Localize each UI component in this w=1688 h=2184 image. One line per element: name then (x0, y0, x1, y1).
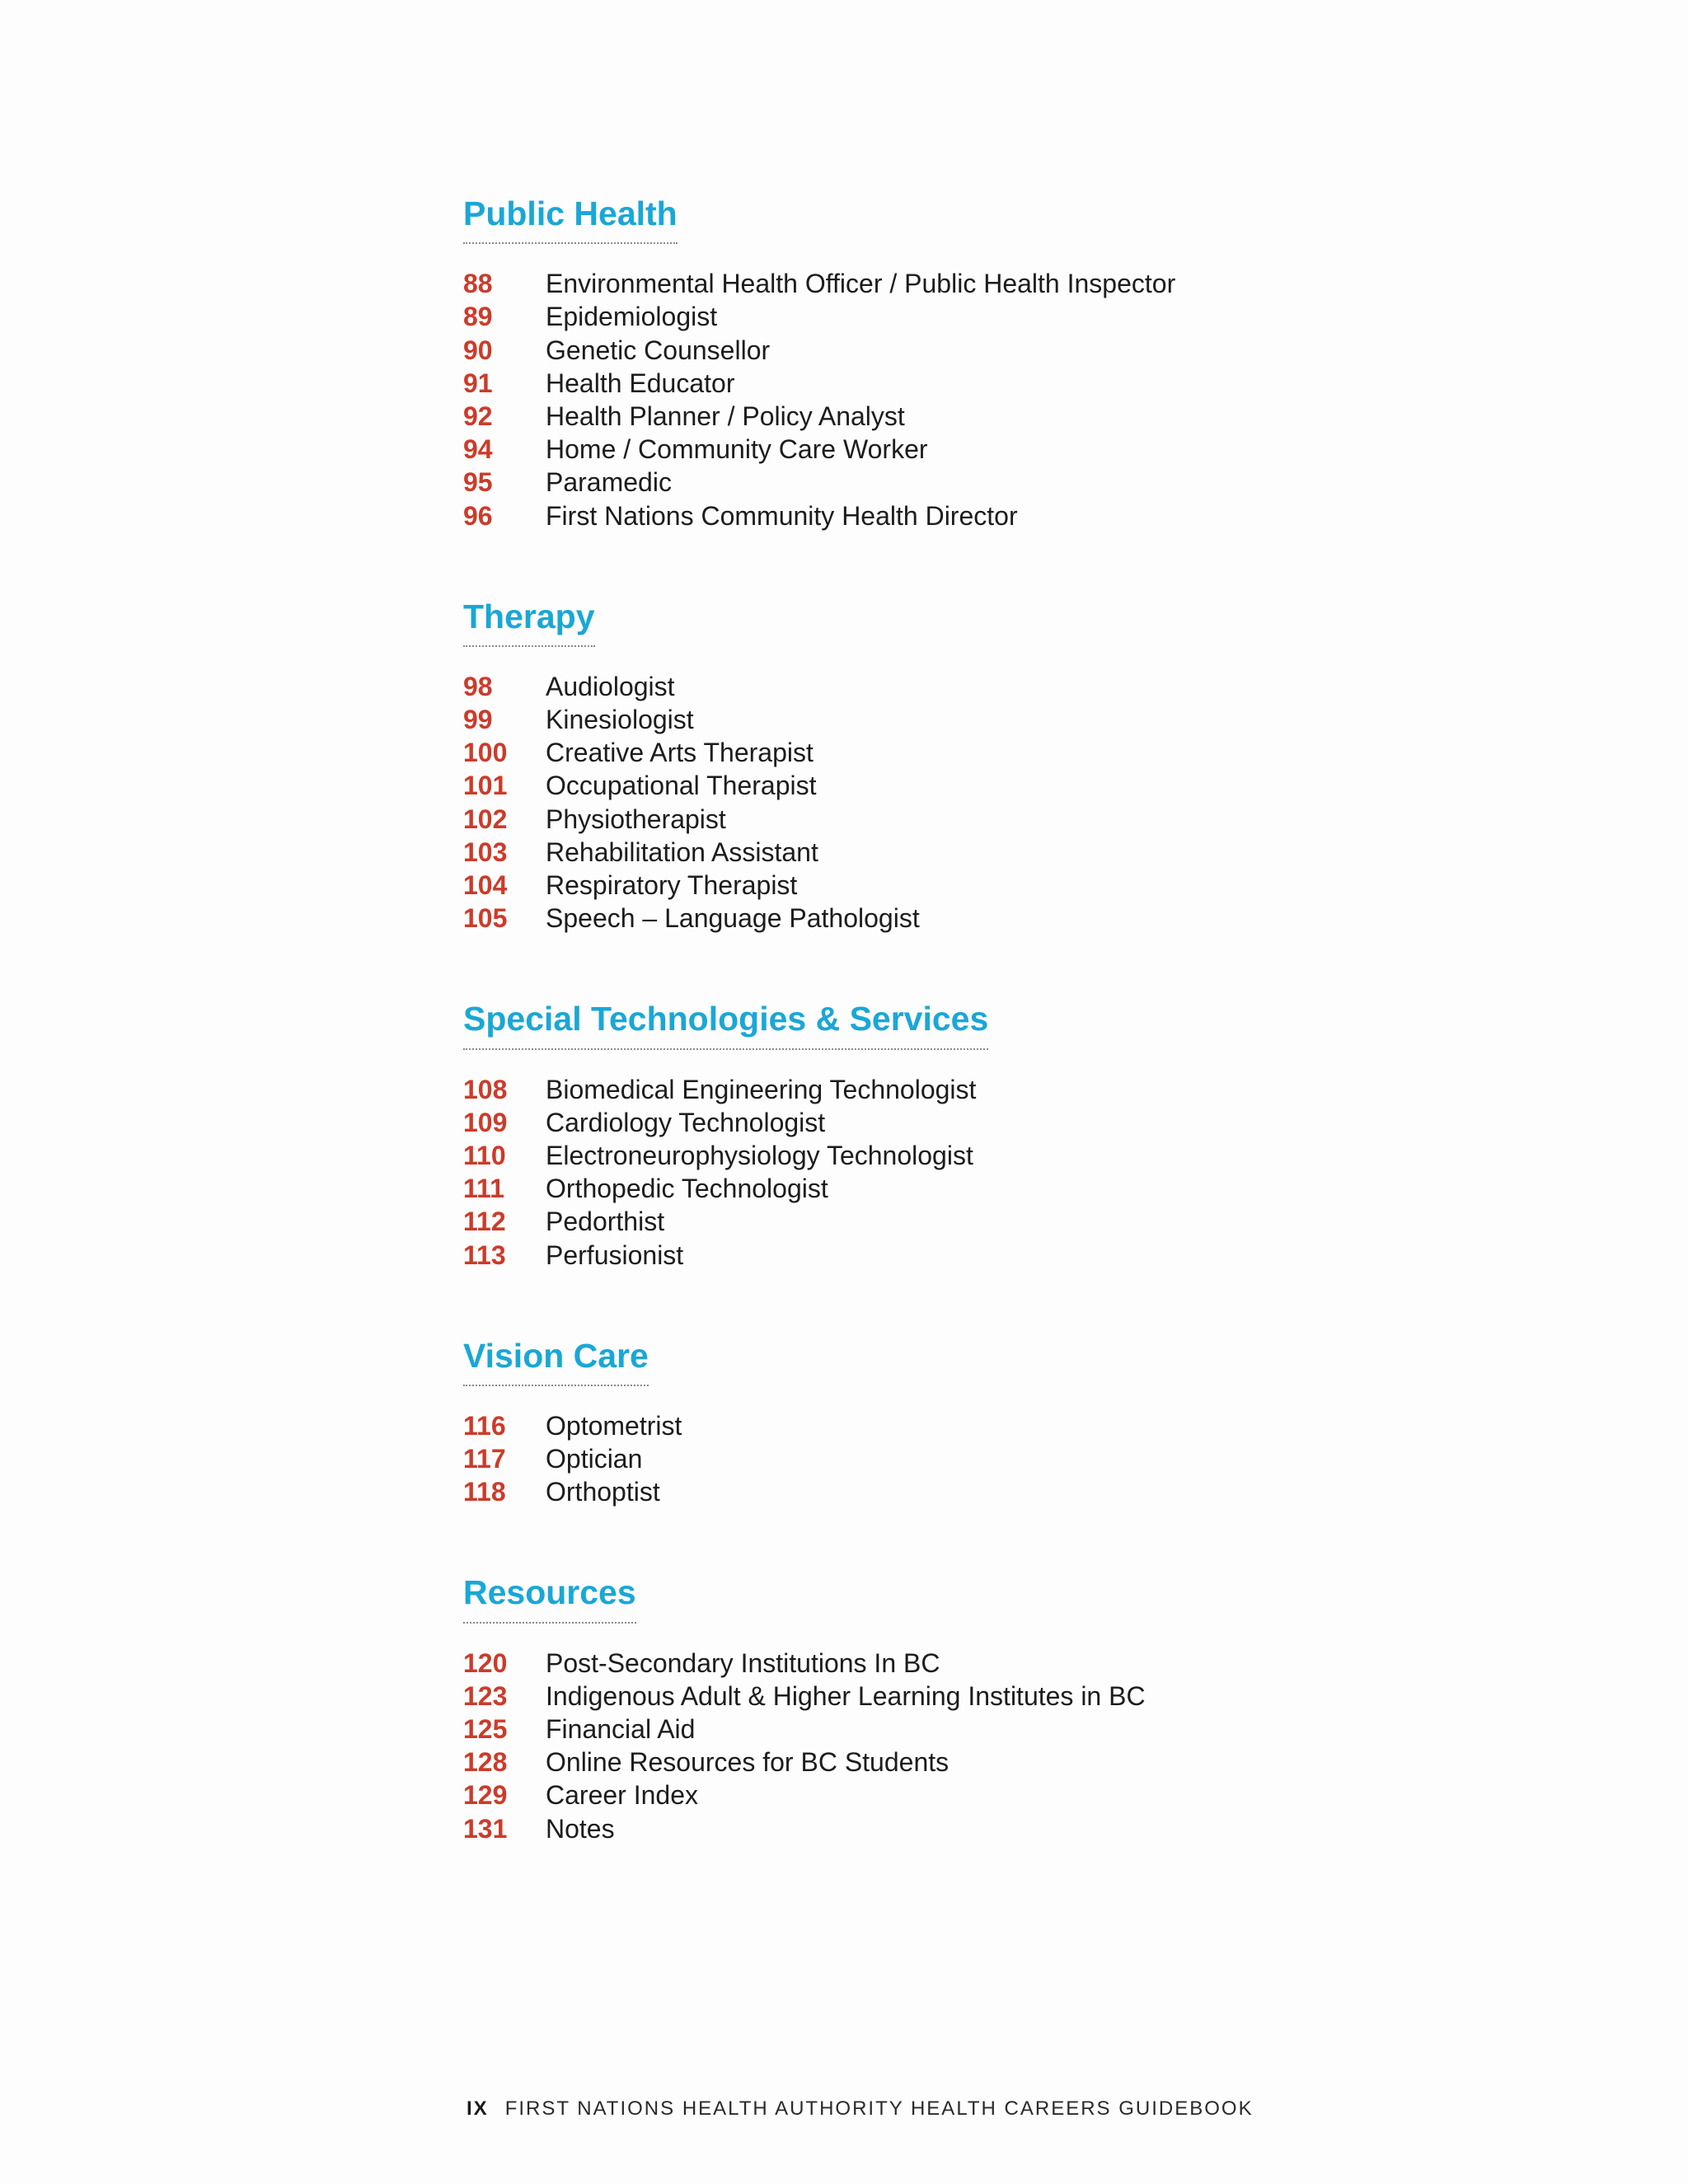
toc-entry[interactable] (463, 334, 1287, 367)
toc-entry-title: Electroneurophysiology Technologist (546, 1140, 973, 1170)
toc-entry-page-number: 98 (463, 671, 493, 701)
table-of-contents (463, 194, 1287, 1910)
toc-entry-title: Speech – Language Pathologist (546, 903, 920, 934)
toc-entry-list (463, 1073, 1287, 1272)
toc-section (463, 1572, 1287, 1844)
toc-entry-page-number: 120 (463, 1647, 508, 1678)
toc-entry[interactable] (463, 1475, 1287, 1508)
toc-section (463, 999, 1287, 1271)
toc-entry-page-number: 117 (463, 1444, 506, 1474)
toc-entry[interactable] (463, 869, 1287, 902)
toc-entry-list (463, 267, 1287, 532)
toc-entry-title: Notes (546, 1813, 615, 1844)
toc-entry-title: Optometrist (546, 1410, 682, 1441)
toc-entry-page-number: 103 (463, 837, 508, 867)
toc-entry-page-number: 113 (463, 1240, 506, 1270)
toc-section (463, 194, 1287, 532)
toc-entry-page-number: 88 (463, 269, 493, 299)
toc-entry-page-number: 89 (463, 302, 493, 332)
toc-entry-list (463, 1647, 1287, 1845)
toc-entry-page-number: 108 (463, 1074, 508, 1104)
toc-entry-title: Rehabilitation Assistant (546, 837, 818, 867)
toc-entry[interactable] (463, 1713, 1287, 1746)
footer-document-title: FIRST NATIONS HEALTH AUTHORITY HEALTH CAREERS GUIDEBOOK (504, 2097, 1254, 2120)
toc-entry[interactable] (463, 1239, 1287, 1272)
toc-entry-page-number: 128 (463, 1747, 508, 1778)
toc-entry-page-number: 101 (463, 771, 508, 801)
footer-page-number: IX (467, 2097, 489, 2120)
section-heading: Vision Care (463, 1336, 649, 1386)
toc-entry-title: Orthopedic Technologist (546, 1174, 828, 1204)
section-heading: Therapy (463, 597, 595, 647)
toc-entry-page-number: 112 (463, 1207, 506, 1237)
toc-entry-page-number: 131 (463, 1813, 508, 1844)
toc-entry[interactable] (463, 1409, 1287, 1442)
toc-entry[interactable] (463, 902, 1287, 935)
toc-entry-page-number: 100 (463, 738, 508, 768)
toc-entry-title: Occupational Therapist (546, 771, 817, 801)
toc-entry[interactable] (463, 836, 1287, 869)
toc-entry[interactable] (463, 1779, 1287, 1811)
toc-entry-page-number: 129 (463, 1780, 508, 1811)
toc-entry[interactable] (463, 1812, 1287, 1845)
toc-entry[interactable] (463, 1073, 1287, 1106)
page-footer (467, 2097, 1254, 2121)
toc-entry-page-number: 95 (463, 467, 493, 498)
toc-entry-title: Online Resources for BC Students (546, 1747, 950, 1778)
toc-entry-title: Health Educator (546, 368, 735, 398)
toc-entry[interactable] (463, 1442, 1287, 1475)
toc-entry-title: First Nations Community Health Director (546, 500, 1018, 531)
toc-entry-title: Career Index (546, 1780, 698, 1811)
toc-entry[interactable] (463, 300, 1287, 333)
toc-entry[interactable] (463, 769, 1287, 802)
toc-entry-page-number: 110 (463, 1140, 506, 1170)
toc-entry-page-number: 109 (463, 1107, 508, 1137)
section-heading: Public Health (463, 194, 678, 244)
toc-entry-page-number: 90 (463, 335, 493, 365)
toc-entry[interactable] (463, 367, 1287, 400)
toc-entry[interactable] (463, 1172, 1287, 1205)
toc-entry-title: Pedorthist (546, 1207, 665, 1237)
toc-entry-page-number: 125 (463, 1714, 508, 1744)
toc-entry-title: Respiratory Therapist (546, 870, 798, 900)
toc-entry[interactable] (463, 670, 1287, 703)
toc-entry-list (463, 1409, 1287, 1509)
toc-entry-title: Biomedical Engineering Technologist (546, 1074, 977, 1104)
toc-entry-title: Indigenous Adult & Higher Learning Institutes in BC (546, 1680, 1146, 1711)
toc-entry-page-number: 118 (463, 1477, 506, 1507)
toc-entry-title: Paramedic (546, 467, 672, 498)
toc-entry[interactable] (463, 1647, 1287, 1680)
toc-entry-page-number: 111 (463, 1174, 504, 1204)
toc-entry-page-number: 92 (463, 401, 493, 431)
toc-entry[interactable] (463, 1205, 1287, 1238)
toc-entry-title: Orthoptist (546, 1477, 660, 1507)
toc-entry[interactable] (463, 466, 1287, 499)
toc-entry-title: Health Planner / Policy Analyst (546, 401, 905, 431)
section-heading: Special Technologies & Services (463, 999, 988, 1049)
toc-entry-title: Optician (546, 1444, 643, 1474)
toc-entry-title: Genetic Counsellor (546, 335, 771, 365)
toc-entry-page-number: 116 (463, 1410, 506, 1441)
toc-entry-title: Kinesiologist (546, 705, 694, 735)
toc-entry[interactable] (463, 433, 1287, 466)
toc-entry[interactable] (463, 703, 1287, 736)
toc-entry[interactable] (463, 1746, 1287, 1779)
toc-entry[interactable] (463, 267, 1287, 300)
toc-entry-title: Cardiology Technologist (546, 1107, 826, 1137)
toc-entry-page-number: 105 (463, 903, 508, 934)
toc-entry[interactable] (463, 736, 1287, 769)
toc-entry-page-number: 94 (463, 434, 493, 465)
toc-section (463, 1336, 1287, 1509)
toc-section (463, 597, 1287, 935)
toc-entry-title: Physiotherapist (546, 804, 726, 834)
toc-entry-title: Epidemiologist (546, 302, 718, 332)
toc-entry[interactable] (463, 1680, 1287, 1713)
toc-entry-title: Audiologist (546, 671, 675, 701)
toc-entry-page-number: 102 (463, 804, 508, 834)
toc-entry-page-number: 96 (463, 500, 493, 531)
toc-entry-page-number: 104 (463, 870, 508, 900)
toc-entry-title: Post-Secondary Institutions In BC (546, 1647, 940, 1678)
toc-entry-page-number: 99 (463, 705, 493, 735)
toc-entry-title: Creative Arts Therapist (546, 738, 814, 768)
toc-entry-title: Perfusionist (546, 1240, 684, 1270)
toc-entry-page-number: 91 (463, 368, 493, 398)
toc-entry[interactable] (463, 1106, 1287, 1139)
toc-entry-page-number: 123 (463, 1680, 508, 1711)
toc-entry-title: Environmental Health Officer / Public Health Inspector (546, 269, 1176, 299)
toc-entry-title: Home / Community Care Worker (546, 434, 928, 465)
toc-entry[interactable] (463, 499, 1287, 532)
toc-entry-list (463, 670, 1287, 935)
toc-entry-title: Financial Aid (546, 1714, 696, 1744)
toc-entry[interactable] (463, 1139, 1287, 1172)
section-heading: Resources (463, 1572, 636, 1623)
toc-entry[interactable] (463, 400, 1287, 433)
toc-entry[interactable] (463, 803, 1287, 836)
